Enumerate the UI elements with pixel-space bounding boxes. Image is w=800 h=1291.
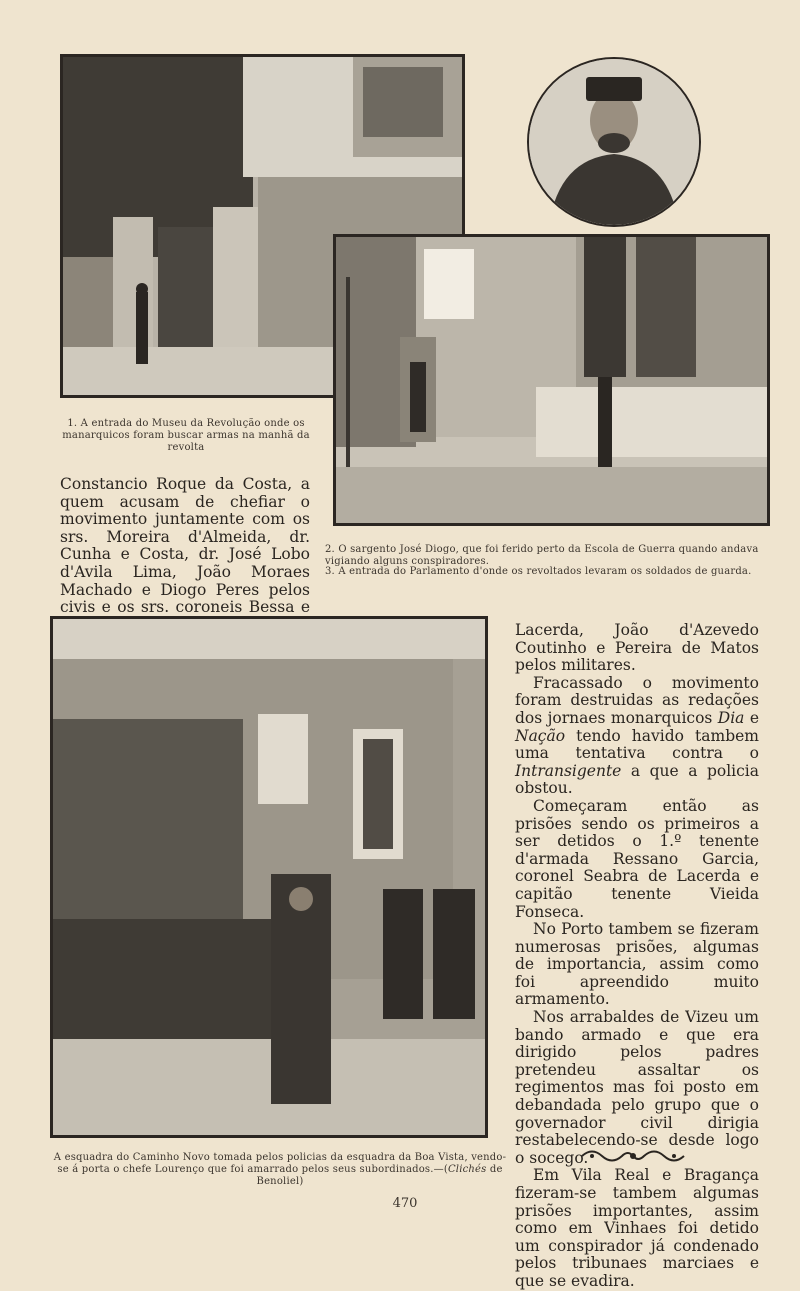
- parliament-caption: 3. A entrada do Parlamento d'onde os revoltados levaram os soldados de guarda.: [325, 566, 752, 577]
- paragraph-2-and: e: [744, 708, 759, 727]
- article-text-col2: [515, 622, 759, 1291]
- portrait-photo: [527, 57, 701, 227]
- page-number: 470: [392, 1196, 418, 1211]
- paragraph-6: Em Vila Real e Bragança fizeram-se tambem algumas prisões importantes, assim como em Vinhaes foi detido um conspirador já condenado pelos tribunaes marciaes e que se evadira.: [515, 1166, 759, 1290]
- sergeant-caption: 2. O sargento José Diogo, que foi ferido perto da Escola de Guerra quando andava vigiando alguns conspiradores.: [325, 544, 759, 567]
- esquadra-caption: [52, 1152, 508, 1188]
- museum-caption: 1. A entrada do Museu da Revolução onde os manarquicos foram buscar armas na manhã da revolta: [62, 418, 310, 453]
- esquadra-caption-cliches: Clichés: [447, 1164, 487, 1175]
- paragraph-2-start: Fracassado o movimento foram destruidas as redações dos jornaes monarquicos: [515, 673, 759, 727]
- parliament-photo: [333, 234, 770, 526]
- paragraph-4: No Porto tambem se fizeram numerosas prisões, algumas de importancia, assim como foi apreendido muito armamento.: [515, 920, 759, 1009]
- paragraph-2-end: a que a policia obstou.: [515, 761, 759, 798]
- paragraph-1: Lacerda, João d'Azevedo Coutinho e Pereira de Matos pelos militares.: [515, 621, 759, 675]
- paragraph-2-middle: tendo havido tambem uma tentativa contra o: [515, 726, 759, 763]
- newspaper-dia: Dia: [717, 708, 745, 727]
- paragraph-3: Começaram então as prisões sendo os primeiros a ser detidos o 1.º tenente d'armada Ressano Garcia, coronel Seabra de Lacerda e capitão tenente Vieida Fonseca.: [515, 796, 759, 921]
- esquadra-caption-text: A esquadra do Caminho Novo tomada pelos policias da esquadra da Boa Vista, vendo-se á porta o chefe Lourenço que foi amarrado pelos seus subordinados.—(: [53, 1152, 507, 1175]
- paragraph-5: Nos arrabaldes de Vizeu um bando armado e que era dirigido pelos padres pretendeu assaltar os regimentos mas foi posto em debandada pelo grupo que o governador civil dirigia restabelecendo-se desde logo o socego.: [515, 1008, 759, 1167]
- esquadra-caption-credit: de Benoliel): [256, 1164, 503, 1187]
- parliament-photo-image: [336, 237, 767, 523]
- article-text-col1: Constancio Roque da Costa, a quem acusam de chefiar o movimento juntamente com os srs. Moreira d'Almeida, dr. Cunha e Costa, dr. José Lobo d'Avila Lima, João Moraes Machado e Diogo Peres pelos civis e os srs. coroneis Bessa e: [60, 475, 310, 617]
- ornament-divider: [578, 1145, 688, 1167]
- newspaper-intransigente: Intransigente: [515, 761, 622, 780]
- newspaper-nacao: Nação: [515, 726, 566, 745]
- esquadra-photo-image: [53, 619, 485, 1135]
- portrait-image: [529, 59, 699, 225]
- ornament-icon: [578, 1145, 688, 1167]
- paragraph-2: [515, 675, 759, 798]
- esquadra-photo: [50, 616, 488, 1138]
